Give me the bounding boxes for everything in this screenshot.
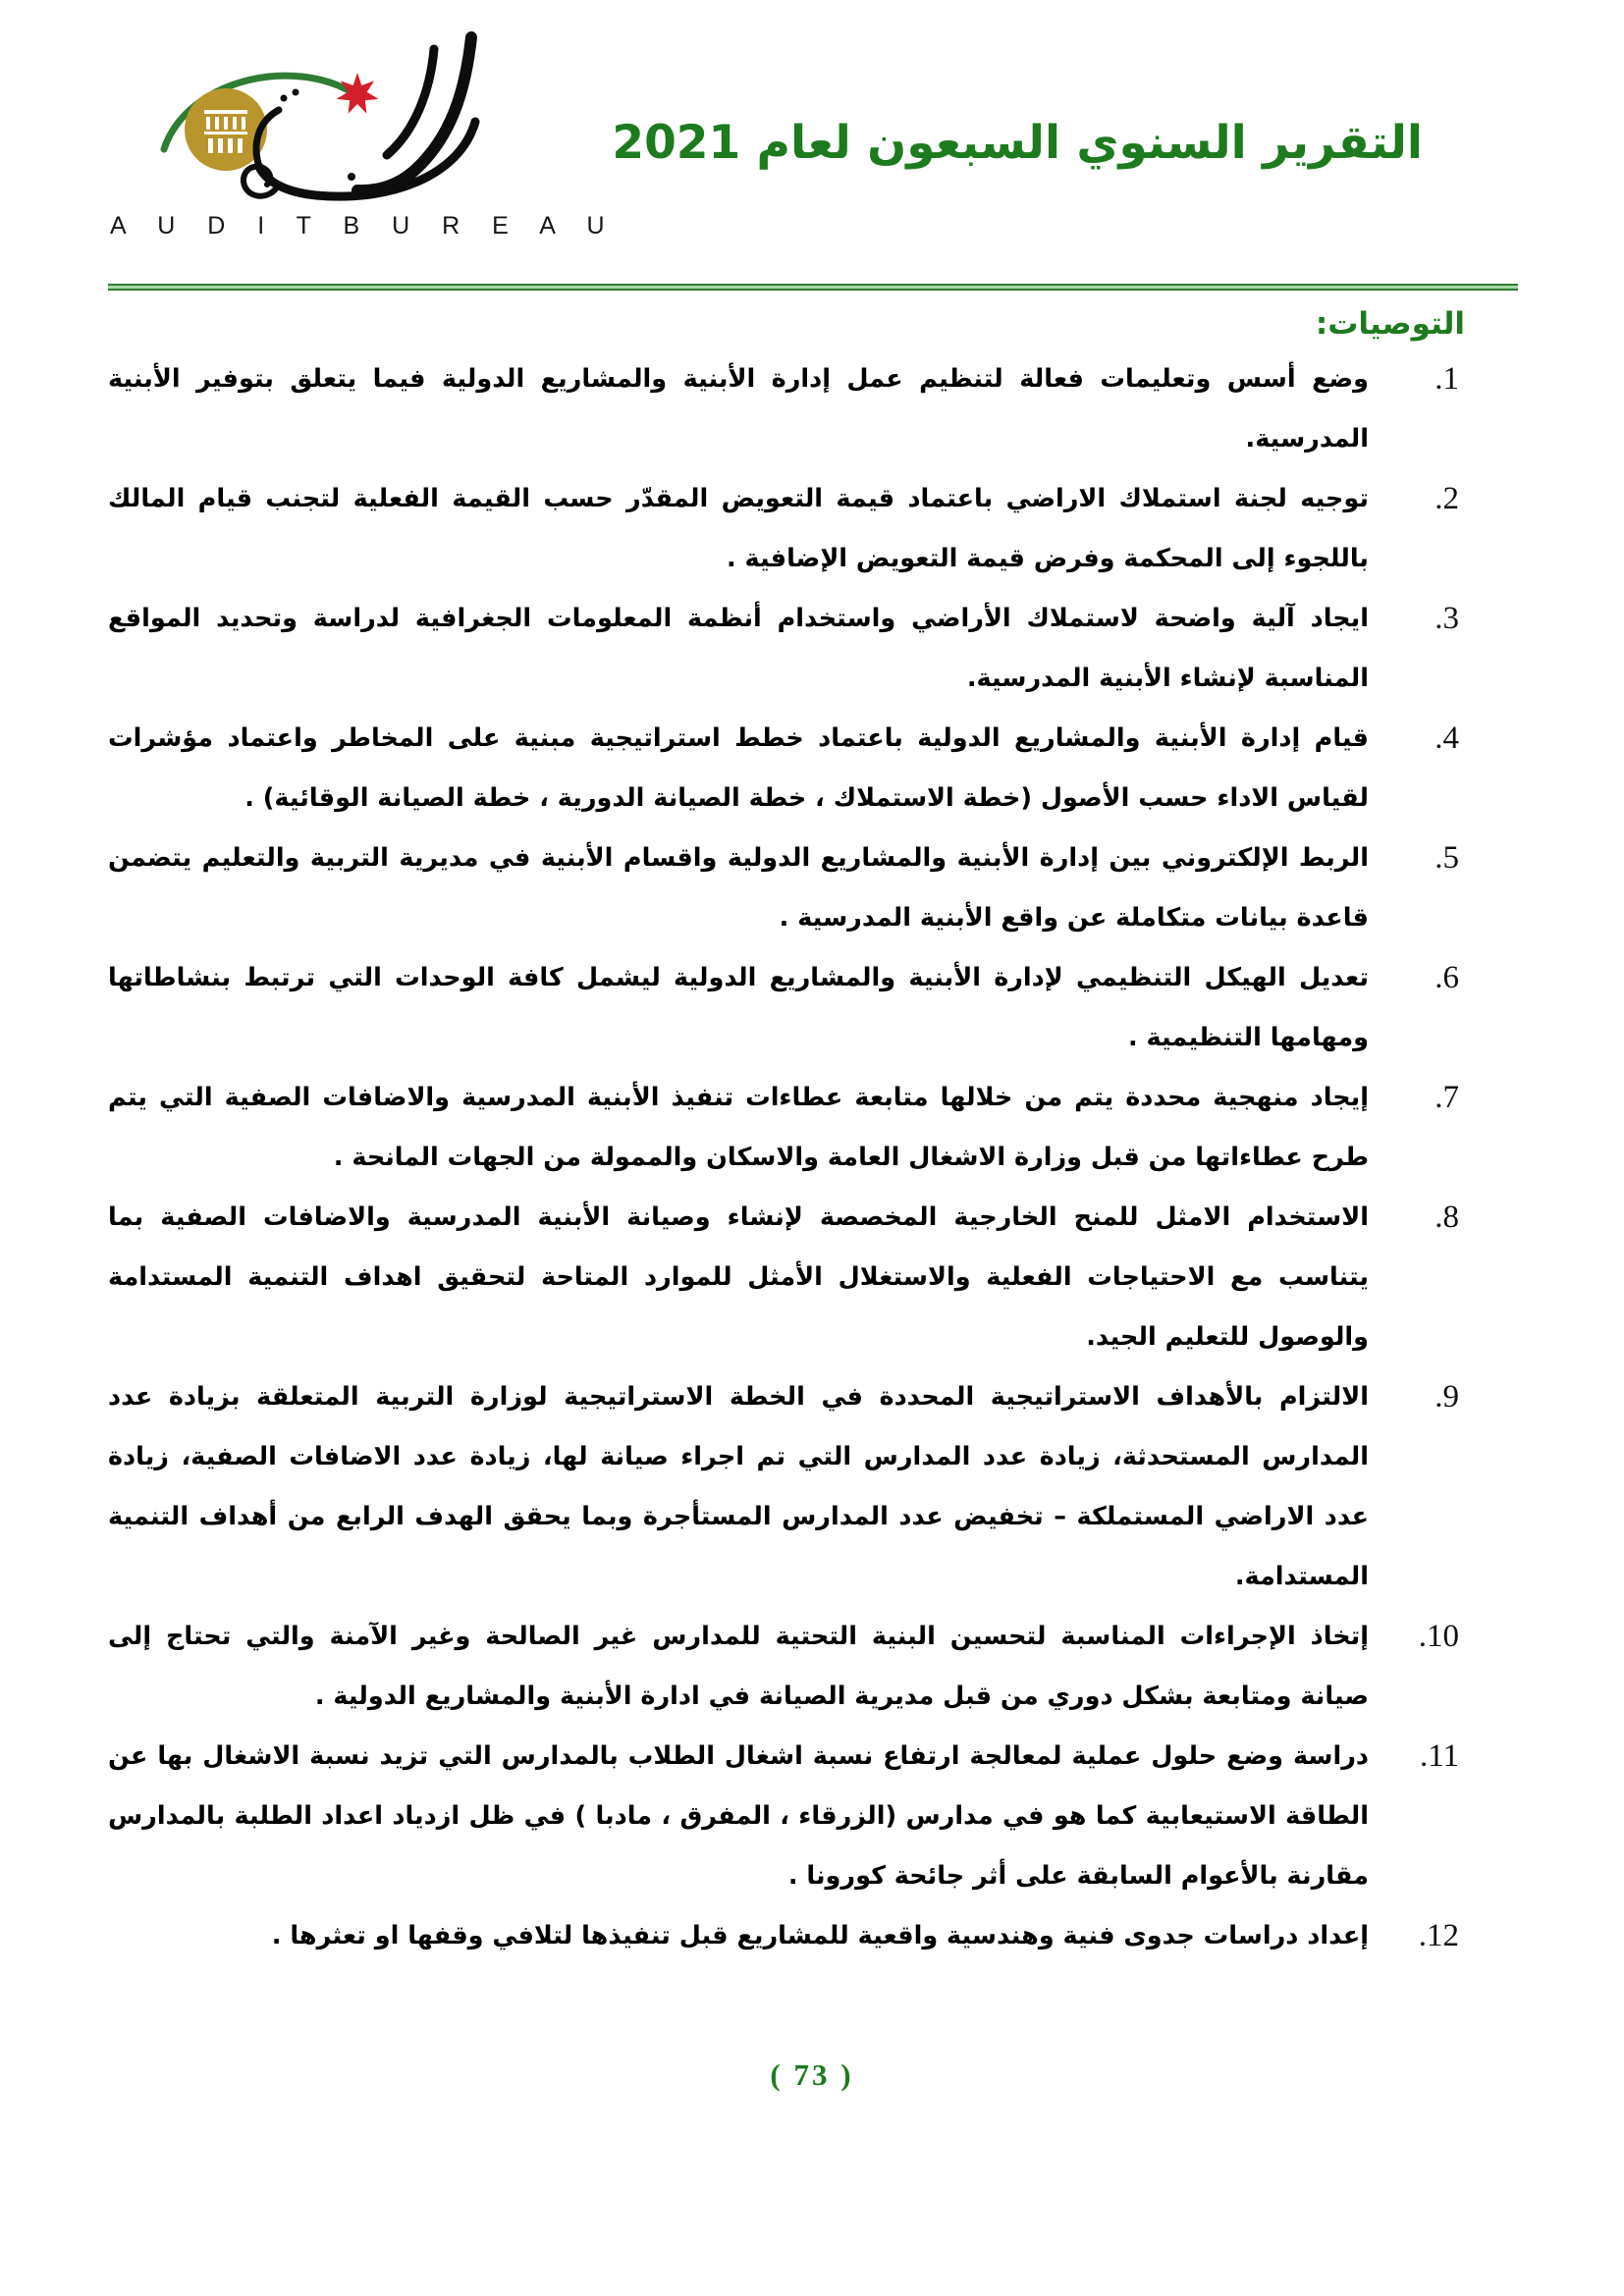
recommendation-item xyxy=(108,1188,1516,1367)
recommendation-item xyxy=(108,948,1516,1068)
arabic-calligraphy-icon xyxy=(244,37,475,196)
report-title: التقرير السنوي السبعون لعام 2021 xyxy=(612,116,1423,170)
recommendations-list xyxy=(108,349,1516,1966)
item-text: ايجاد آلية واضحة لاستملاك الأراضي واستخدام أنظمة المعلومات الجغرافية لدراسة وتحديد المواقع المناسبة لإنشاء الأبنية المدرسية. xyxy=(108,604,1369,693)
recommendation-item xyxy=(108,1727,1516,1906)
item-text: قيام إدارة الأبنية والمشاريع الدولية باعتماد خطط استراتيجية مبنية على المخاطر واعتماد مؤشرات لقياس الاداء حسب الأصول (خطة الاستملاك ، خطة الصيانة الدورية ، خطة الصيانة الوقائية) . xyxy=(108,723,1369,813)
recommendation-item xyxy=(108,828,1516,948)
item-number: 5. xyxy=(1435,840,1459,876)
header-separator-line xyxy=(108,284,1518,291)
logo-graphic xyxy=(110,29,493,208)
recommendation-item xyxy=(108,1367,1516,1607)
recommendation-item xyxy=(108,1906,1516,1966)
item-text: وضع أسس وتعليمات فعالة لتنظيم عمل إدارة الأبنية والمشاريع الدولية فيما يتعلق بتوفير الأبنية المدرسية. xyxy=(108,364,1369,454)
item-number: 12. xyxy=(1418,1918,1459,1953)
item-text: توجيه لجنة استملاك الاراضي باعتماد قيمة التعويض المقدّر حسب القيمة الفعلية لتجنب قيام المالك باللجوء إلى المحكمة وفرض قيمة التعويض الإضافية . xyxy=(108,484,1369,573)
recommendation-item xyxy=(108,1068,1516,1188)
item-text: الاستخدام الامثل للمنح الخارجية المخصصة لإنشاء وصيانة الأبنية المدرسية والاضافات الصفية بما يتناسب مع الاحتياجات الفعلية والاستغلال الأمثل للموارد المتاحة لتحقيق اهداف التنمية المستدامة والوصول للتعليم الجيد. xyxy=(108,1202,1369,1352)
item-number: 1. xyxy=(1435,361,1459,397)
item-number: 7. xyxy=(1435,1080,1459,1115)
audit-bureau-logo xyxy=(110,29,618,240)
page-header xyxy=(0,0,1624,291)
item-number: 2. xyxy=(1435,481,1459,516)
logo-latin-name: A U D I T B U R E A U xyxy=(110,212,618,240)
item-text: الربط الإلكتروني بين إدارة الأبنية والمشاريع الدولية واقسام الأبنية في مديرية التربية والتعليم يتضمن قاعدة بيانات متكاملة عن واقع الأبنية المدرسية . xyxy=(108,843,1369,933)
item-text: إعداد دراسات جدوى فنية وهندسية واقعية للمشاريع قبل تنفيذها لتلافي وقفها او تعثرها . xyxy=(271,1921,1369,1950)
recommendation-item xyxy=(108,1607,1516,1727)
item-number: 4. xyxy=(1435,721,1459,756)
page-number: ( 73 ) xyxy=(770,2057,854,2092)
recommendation-item xyxy=(108,709,1516,828)
section-heading: التوصيات: xyxy=(1315,306,1465,342)
page-content xyxy=(0,306,1624,1966)
recommendation-item xyxy=(108,349,1516,469)
item-number: 11. xyxy=(1419,1738,1459,1774)
item-text: الالتزام بالأهداف الاستراتيجية المحددة في الخطة الاستراتيجية لوزارة التربية المتعلقة بزيادة عدد المدارس المستحدثة، زيادة عدد المدارس التي تم اجراء صيانة لها، زيادة عدد الاضافات الصفية، زيادة عدد الاراضي المستملكة – تخفيض عدد المدارس المستأجرة وبما يحقق الهدف الرابع من أهداف التنمية المستدامة. xyxy=(108,1382,1369,1591)
item-number: 8. xyxy=(1435,1200,1459,1235)
red-seven-point-star-icon xyxy=(337,73,379,114)
recommendation-item xyxy=(108,589,1516,709)
item-number: 10. xyxy=(1418,1619,1459,1654)
item-text: دراسة وضع حلول عملية لمعالجة ارتفاع نسبة اشغال الطلاب بالمدارس التي تزيد نسبة الاشغال بها عن الطاقة الاستيعابية كما هو في مدارس (الزرقاء ، المفرق ، مادبا ) في ظل ازدياد اعداد الطلبة بالمدارس مقارنة بالأعوام السابقة على أثر جائحة كورونا . xyxy=(108,1741,1369,1891)
item-text: تعديل الهيكل التنظيمي لإدارة الأبنية والمشاريع الدولية ليشمل كافة الوحدات التي ترتبط بنشاطاتها ومهامها التنظيمية . xyxy=(108,963,1369,1052)
item-text: إيجاد منهجية محددة يتم من خلالها متابعة عطاءات تنفيذ الأبنية المدرسية والاضافات الصفية التي يتم طرح عطاءاتها من قبل وزارة الاشغال العامة والاسكان والممولة من الجهات المانحة . xyxy=(108,1083,1369,1172)
item-number: 6. xyxy=(1435,960,1459,995)
item-number: 9. xyxy=(1435,1379,1459,1415)
item-text: إتخاذ الإجراءات المناسبة لتحسين البنية التحتية للمدارس غير الصالحة وغير الآمنة والتي تحتاج إلى صيانة ومتابعة بشكل دوري من قبل مديرية الصيانة في ادارة الأبنية والمشاريع الدولية . xyxy=(108,1622,1369,1711)
recommendation-item xyxy=(108,469,1516,589)
item-number: 3. xyxy=(1435,601,1459,636)
